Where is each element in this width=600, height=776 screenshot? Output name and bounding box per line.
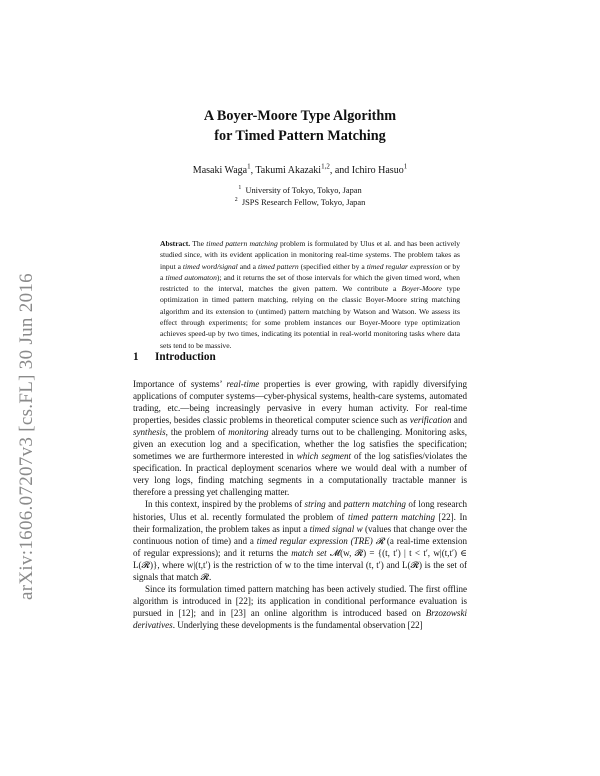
title-line-1: A Boyer-Moore Type Algorithm bbox=[203, 108, 397, 124]
affil-text: JSPS Research Fellow, Tokyo, Japan bbox=[241, 197, 366, 207]
text-run: Importance of systems’ bbox=[133, 379, 227, 389]
emph-run: real-time bbox=[226, 379, 260, 389]
text-run: properties is ever growing, with rapidly diversifying applications of computer systems—cyber-physical systems, health-care systems, automated trading, etc.—being increasingly pervasive in every human activity. For real-time properties, besides classic problems in theoretical computer science such as bbox=[133, 379, 467, 426]
abstract-text: or by a bbox=[160, 261, 461, 282]
paragraph-3 bbox=[133, 583, 467, 631]
abstract-emph: timed pattern bbox=[257, 261, 299, 271]
emph-run: synthesis bbox=[133, 427, 166, 438]
affil-mark: 1 bbox=[403, 162, 408, 171]
affil-text: University of Tokyo, Tokyo, Japan bbox=[245, 186, 362, 195]
emph-run: timed regular expression (TRE) 𝓡 bbox=[256, 535, 385, 546]
abstract-text: and a bbox=[237, 261, 258, 271]
abstract-emph: timed word/signal bbox=[182, 261, 238, 271]
text-run: . Underlying these developments is the fundamental observation [22] bbox=[172, 619, 423, 630]
affiliation-2 bbox=[0, 197, 600, 209]
arxiv-identifier: arXiv:1606.07207v3 [cs.FL] 30 Jun 2016 bbox=[16, 273, 37, 600]
abstract-text: (specified either by a bbox=[298, 261, 367, 271]
text-run: of the log satisfies/violates the specification. In practical deployment scenarios where we would deal with a number of very long logs, finding matching segments in a computationally tractable manner is therefore a pressing yet challenging matter. bbox=[133, 451, 467, 498]
abstract-emph: timed pattern matching bbox=[206, 239, 278, 248]
abstract-emph: timed regular expression bbox=[366, 261, 443, 271]
author-waga: Masaki Waga bbox=[192, 165, 248, 176]
text-run: already turns out to be challenging. Monitoring asks, given an execution log and a specification, whether the log satisfies the specification; sometimes we are furthermore interested in bbox=[133, 427, 467, 462]
emph-run: Brzozowski derivatives bbox=[133, 607, 467, 630]
abstract bbox=[160, 238, 460, 351]
emph-run: timed signal w bbox=[309, 523, 363, 534]
emph-run: match set bbox=[291, 547, 327, 558]
author-hasuo: , and Ichiro Hasuo bbox=[329, 165, 404, 176]
abstract-text: type optimization in timed pattern matching, relying on the classic Boyer-Moore string matching algorithm and its extension to (untimed) pattern matching by Watson and Watson. We assess its effect through experiments; for some problem instances our Boyer-Moore type optimization achieves speed-up by two times, indicating its potential in real-world monitoring tasks where data sets tend to be massive. bbox=[160, 284, 460, 350]
abstract-emph: timed automaton bbox=[165, 272, 217, 282]
affil-number: 1 bbox=[238, 185, 242, 192]
affiliation-1 bbox=[0, 185, 600, 197]
paragraph-2 bbox=[133, 498, 467, 582]
emph-run: monitoring bbox=[228, 427, 269, 438]
author-akazaki: , Takumi Akazaki bbox=[250, 165, 322, 176]
abstract-text: ); and it returns the set of those intervals for which the given timed word, when restricted to the interval, matches the given pattern. We contribute a bbox=[160, 272, 460, 294]
affil-number: 2 bbox=[234, 196, 238, 203]
body-text bbox=[133, 378, 467, 631]
emph-run: timed pattern matching bbox=[347, 511, 435, 522]
text-run: In this context, inspired by the problems of bbox=[145, 499, 305, 510]
text-run: and bbox=[325, 499, 344, 510]
abstract-emph: Boyer-Moore bbox=[401, 284, 442, 294]
section-heading bbox=[133, 351, 216, 363]
section-title: Introduction bbox=[155, 351, 216, 363]
paragraph-1 bbox=[133, 378, 467, 498]
text-run: of long research histories, Ulus et al. recently formulated the problem of bbox=[133, 499, 468, 522]
text-run: 𝓜(w, 𝓡) = {(t, t′) | t < t′, w|(t,t′) ∈ L(𝓡)}, where w|(t,t′) is the restriction of w to the time interval (t, t′) and L(𝓡) is the set of signals that match 𝓡. bbox=[133, 547, 467, 582]
affil-mark: 1 bbox=[247, 162, 251, 171]
title-line-2: for Timed Pattern Matching bbox=[214, 128, 386, 144]
emph-run: which segment bbox=[296, 451, 351, 462]
emph-run: verification bbox=[409, 415, 452, 426]
abstract-text: The bbox=[192, 239, 207, 248]
text-run: (a real-time extension of regular expressions); and it returns the bbox=[133, 535, 467, 558]
affiliations bbox=[0, 185, 600, 208]
abstract-text: problem is formulated by Ulus et al. and has been actively studied since, with its evident application in monitoring real-time systems. The problem takes as input a bbox=[160, 239, 460, 271]
text-run: Since its formulation timed pattern matching has been actively studied. The first offline algorithm is introduced in [22]; its application in conditional performance evaluation is pursued in [12]; and in [23] an online algorithm is introduced based on bbox=[133, 583, 467, 618]
abstract-label: Abstract. bbox=[160, 239, 191, 248]
paper-title bbox=[0, 106, 600, 146]
emph-run: pattern matching bbox=[343, 499, 406, 510]
section-number: 1 bbox=[133, 351, 139, 363]
affil-mark: 1,2 bbox=[321, 162, 330, 171]
author-list bbox=[0, 162, 600, 176]
text-run: , the problem of bbox=[165, 427, 229, 438]
emph-run: string bbox=[304, 499, 326, 510]
text-run: [22]. In their formalization, the problem takes as input a bbox=[133, 511, 467, 534]
text-run: (values that change over the continuous notion of time) and a bbox=[133, 523, 468, 546]
text-run: and bbox=[451, 415, 467, 426]
